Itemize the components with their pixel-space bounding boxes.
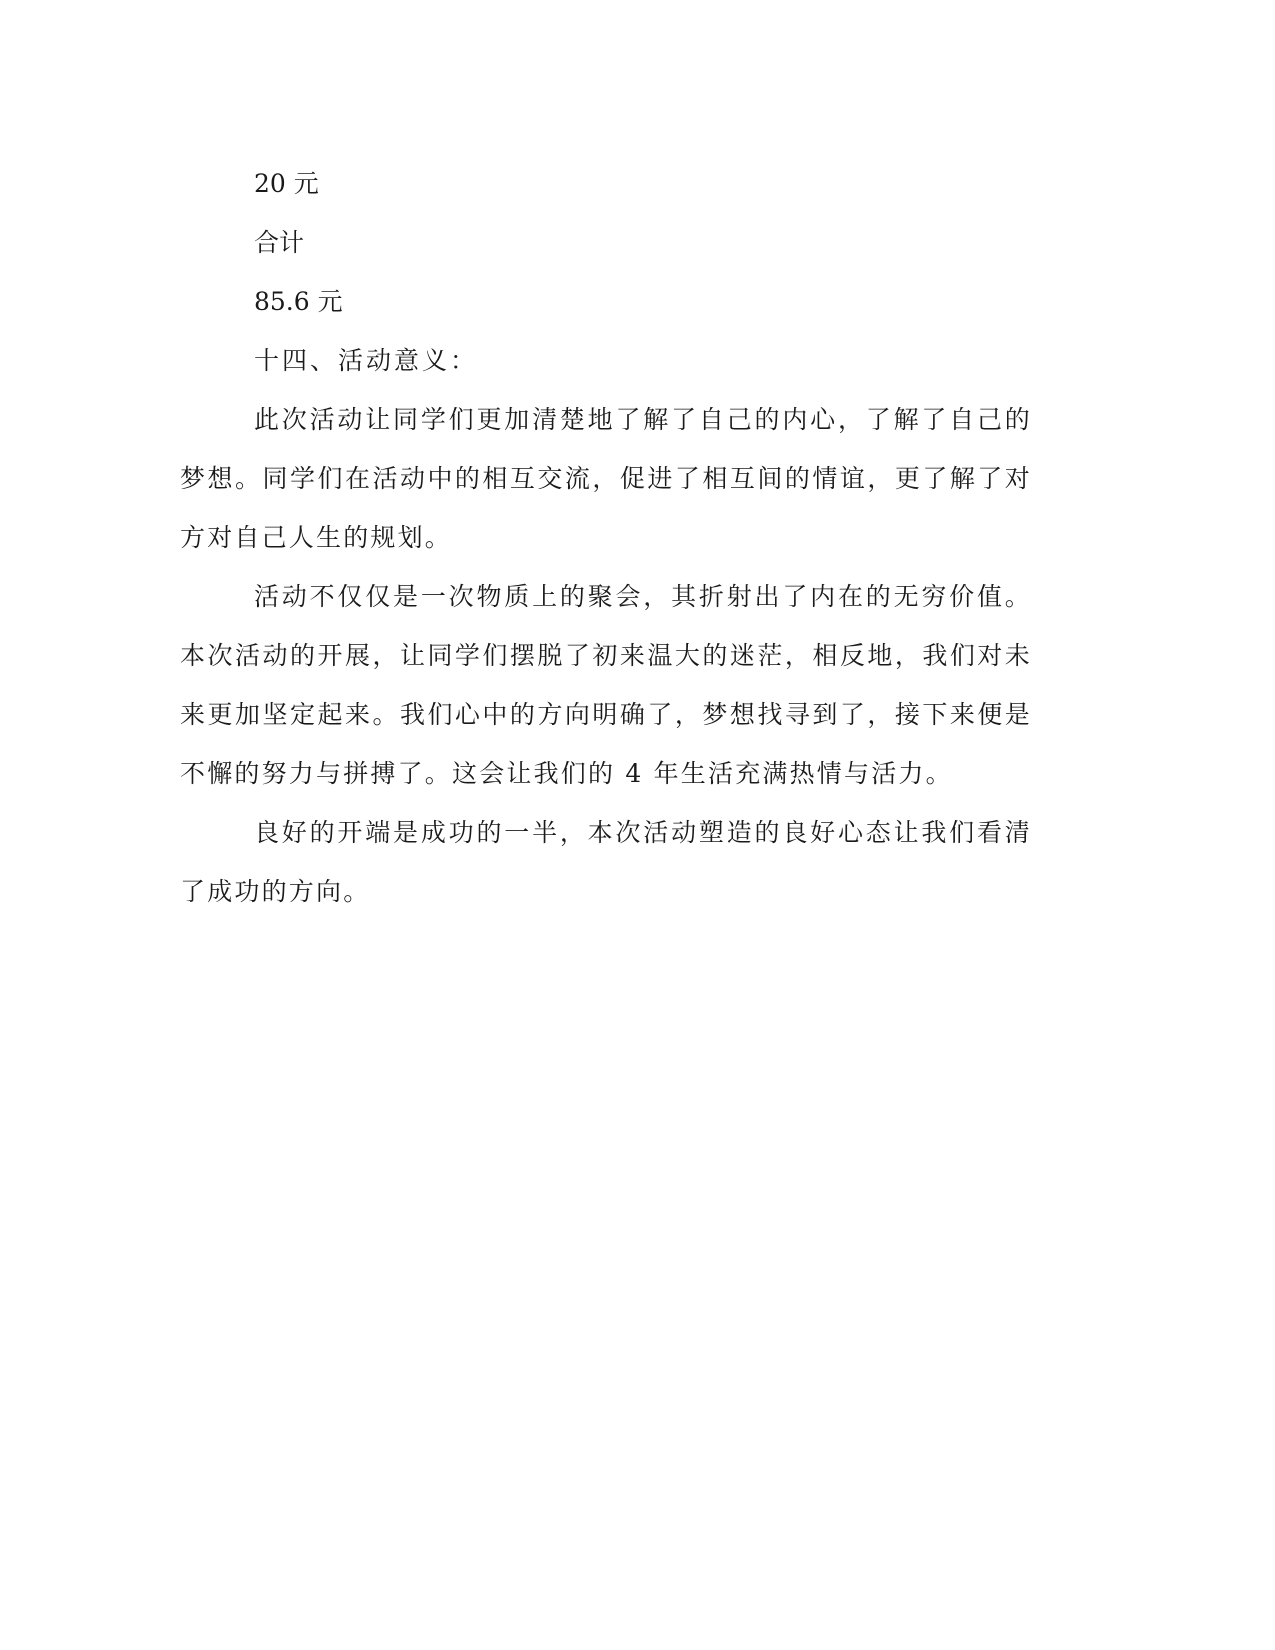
paragraph-activity-value: 活动不仅仅是一次物质上的聚会，其折射出了内在的无穷价值。本次活动的开展，让同学们摆脱了初来温大的迷茫，相反地，我们对未来更加坚定起来。我们心中的方向明确了，梦想找寻到了，接下来便是不懈的努力与拼搏了。这会让我们的 4 年生活充满热情与活力。 — [180, 582, 1032, 788]
paragraph-good-beginning: 良好的开端是成功的一半，本次活动塑造的良好心态让我们看清了成功的方向。 — [180, 818, 1032, 906]
document-body — [180, 154, 1032, 921]
budget-total-label: 合计 — [254, 228, 305, 257]
budget-amount-20: 20 元 — [254, 169, 319, 198]
paragraph-understanding-self: 此次活动让同学们更加清楚地了解了自己的内心，了解了自己的梦想。同学们在活动中的相互交流，促进了相互间的情谊，更了解了对方对自己人生的规划。 — [180, 405, 1032, 552]
budget-total-amount: 85.6 元 — [254, 287, 343, 316]
section-heading-activity-significance: 十四、活动意义： — [254, 346, 479, 375]
